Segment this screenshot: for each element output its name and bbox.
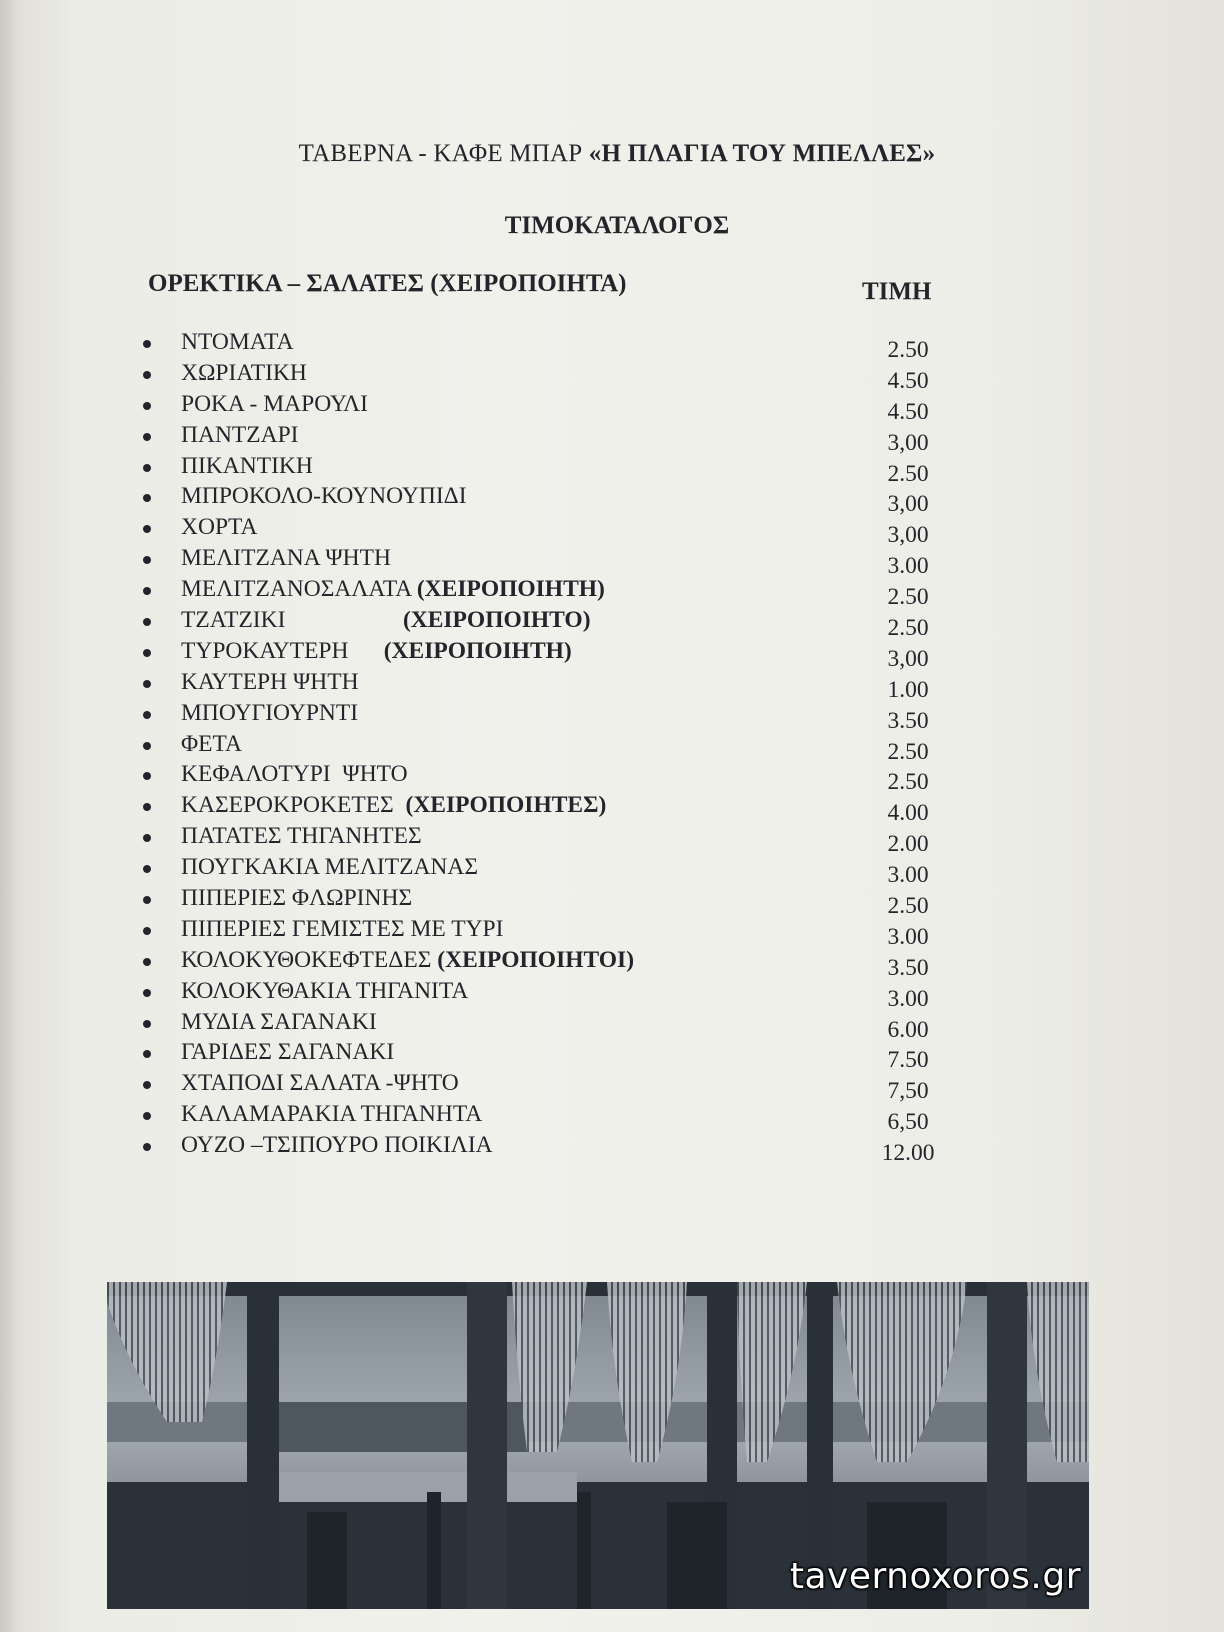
item-price: 7,50 xyxy=(887,1078,929,1105)
bullet-icon xyxy=(143,464,151,472)
menu-list xyxy=(143,327,943,1167)
item-name xyxy=(181,512,257,543)
menu-item xyxy=(143,605,943,642)
menu-item xyxy=(143,976,943,1012)
bullet-icon xyxy=(143,865,151,873)
item-name-text: ΜΥΔΙΑ ΣΑΓΑΝΑΚΙ xyxy=(181,1008,377,1035)
item-name xyxy=(181,729,242,760)
item-name-text: ΚΕΦΑΛΟΤΥΡΙ ΨΗΤΟ xyxy=(181,761,408,788)
item-name-text: ΠΑΤΑΤΕΣ ΤΗΓΑΝΗΤΕΣ xyxy=(181,823,422,850)
bullet-icon xyxy=(143,1081,151,1089)
item-name-text: ΠΙΚΑΝΤΙΚΗ xyxy=(181,452,313,479)
item-name-text: ΚΑΣΕΡΟΚΡΟΚΕΤΕΣ xyxy=(181,792,406,819)
taverna-photo xyxy=(107,1282,1089,1609)
item-price: 12.00 xyxy=(881,1140,935,1167)
bullet-icon xyxy=(143,742,151,750)
item-price: 2.50 xyxy=(887,769,929,796)
item-name xyxy=(181,1068,459,1099)
bullet-icon xyxy=(143,1050,151,1058)
item-price: 2.50 xyxy=(887,337,929,363)
item-name xyxy=(181,1007,377,1038)
item-price: 1.00 xyxy=(887,676,929,703)
item-name-text: ΜΕΛΙΤΖΑΝΟΣΑΛΑΤΑ xyxy=(181,576,417,603)
item-name xyxy=(181,574,605,605)
item-name xyxy=(181,883,412,914)
item-note: (ΧΕΙΡΟΠΟΙΗΤΗ) xyxy=(416,576,605,603)
bullet-icon xyxy=(143,371,151,379)
menu-item xyxy=(143,481,943,518)
item-name-text: ΧΟΡΤΑ xyxy=(181,514,258,541)
item-name xyxy=(181,821,422,852)
item-name xyxy=(181,1099,482,1130)
bullet-icon xyxy=(143,618,151,626)
item-price: 2.50 xyxy=(887,615,929,642)
bullet-icon xyxy=(143,772,151,780)
item-name xyxy=(181,420,299,451)
watermark-text: tavernoxoros.gr xyxy=(789,1556,1081,1597)
item-name-text: ΚΑΛΑΜΑΡΑΚΙΑ ΤΗΓΑΝΗΤΑ xyxy=(181,1101,483,1128)
item-name-text: ΜΠΡΟΚΟΛΟ-ΚΟΥΝΟΥΠΙΔΙ xyxy=(181,483,467,510)
paper-edge-shadow xyxy=(0,0,18,1632)
header-prefix: ΤΑΒΕΡΝΑ - ΚΑΦΕ ΜΠΑΡ xyxy=(298,140,589,167)
bullet-icon xyxy=(143,927,151,935)
menu-item xyxy=(143,667,943,703)
menu-item xyxy=(143,1068,943,1105)
item-name xyxy=(181,327,294,358)
menu-item xyxy=(143,358,943,394)
item-name-text: ΚΟΛΟΚΥΘΑΚΙΑ ΤΗΓΑΝΙΤΑ xyxy=(181,977,469,1004)
item-name-text: ΤΥΡΟΚΑΥΤΕΡΗ xyxy=(181,637,384,664)
item-note: (ΧΕΙΡΟΠΟΙΗΤΕΣ) xyxy=(405,792,607,819)
item-name xyxy=(181,698,358,729)
item-name-text: ΜΠΟΥΓΙΟΥΡΝΤΙ xyxy=(181,699,359,726)
item-price: 2.50 xyxy=(887,893,929,920)
item-name xyxy=(181,605,591,636)
item-name xyxy=(181,1130,493,1161)
item-price: 3.50 xyxy=(887,954,929,981)
item-name xyxy=(181,451,313,482)
bullet-icon xyxy=(143,340,151,348)
item-name xyxy=(181,667,359,698)
menu-item xyxy=(143,389,943,425)
bullet-icon xyxy=(143,649,151,657)
menu-item xyxy=(143,1099,943,1136)
item-price: 4.00 xyxy=(887,800,929,827)
item-price: 3,00 xyxy=(887,491,929,518)
item-name xyxy=(181,358,307,389)
item-price: 7.50 xyxy=(887,1047,929,1074)
item-name-text: ΦΕΤΑ xyxy=(181,730,242,757)
item-price: 3.00 xyxy=(887,985,929,1012)
item-price: 3,00 xyxy=(887,645,929,672)
section-title: ΟΡΕΚΤΙΚΑ – ΣΑΛΑΤΕΣ (ΧΕΙΡΟΠΟΙΗΤΑ) xyxy=(148,270,627,297)
restaurant-header xyxy=(0,140,1224,168)
item-note: (ΧΕΙΡΟΠΟΙΗΤΟ) xyxy=(402,607,591,634)
item-name xyxy=(181,945,634,976)
item-name-text: ΠΙΠΕΡΙΕΣ ΦΛΩΡΙΝΗΣ xyxy=(181,885,413,912)
item-price: 3,00 xyxy=(887,429,929,456)
bullet-icon xyxy=(143,433,151,441)
menu-item xyxy=(143,543,943,580)
item-name xyxy=(181,852,478,883)
item-name xyxy=(181,759,408,790)
item-name-text: ΠΑΝΤΖΑΡΙ xyxy=(181,421,299,448)
item-name-text: ΜΕΛΙΤΖΑΝΑ ΨΗΤΗ xyxy=(181,545,391,572)
item-name-text: ΠΙΠΕΡΙΕΣ ΓΕΜΙΣΤΕΣ ΜΕ ΤΥΡΙ xyxy=(181,915,504,942)
item-name-text: ΝΤΟΜΑΤΑ xyxy=(181,329,294,355)
item-name-text: ΠΟΥΓΚΑΚΙΑ ΜΕΛΙΤΖΑΝΑΣ xyxy=(181,854,479,881)
item-name-text: ΡΟΚΑ - ΜΑΡΟΥΛΙ xyxy=(181,390,368,417)
item-name xyxy=(181,1037,394,1068)
menu-item xyxy=(143,759,943,796)
bullet-icon xyxy=(143,803,151,811)
item-name-text: ΤΖΑΤΖΙΚΙ xyxy=(181,607,403,634)
menu-item xyxy=(143,327,943,363)
menu-item xyxy=(143,420,943,456)
menu-item xyxy=(143,451,943,487)
item-price: 3.00 xyxy=(887,923,929,950)
item-name xyxy=(181,636,572,667)
item-name xyxy=(181,389,368,420)
bullet-icon xyxy=(143,525,151,533)
menu-item xyxy=(143,729,943,765)
item-price: 3,00 xyxy=(887,522,929,549)
menu-item xyxy=(143,512,943,549)
bullet-icon xyxy=(143,1143,151,1151)
item-price: 6,50 xyxy=(887,1109,929,1136)
bullet-icon xyxy=(143,896,151,904)
item-price: 2.50 xyxy=(887,584,929,611)
item-name xyxy=(181,914,503,945)
bullet-icon xyxy=(143,1020,151,1028)
bullet-icon xyxy=(143,834,151,842)
bullet-icon xyxy=(143,587,151,595)
menu-item xyxy=(143,914,943,950)
item-price: 3.00 xyxy=(887,862,929,889)
menu-item xyxy=(143,1037,943,1074)
item-price: 3.00 xyxy=(887,553,929,580)
item-note: (ΧΕΙΡΟΠΟΙΗΤΟΙ) xyxy=(437,946,635,973)
item-name-text: ΚΟΛΟΚΥΘΟΚΕΦΤΕΔΕΣ xyxy=(181,946,438,973)
bullet-icon xyxy=(143,958,151,966)
bullet-icon xyxy=(143,494,151,502)
price-column-header: ΤΙΜΗ xyxy=(862,278,932,305)
menu-item xyxy=(143,883,943,920)
item-price: 2.00 xyxy=(887,831,929,858)
bullet-icon xyxy=(143,680,151,688)
item-name xyxy=(181,790,606,821)
bullet-icon xyxy=(143,711,151,719)
menu-item xyxy=(143,821,943,858)
item-name-text: ΟΥΖΟ –ΤΣΙΠΟΥΡΟ ΠΟΙΚΙΛΙΑ xyxy=(181,1132,493,1159)
menu-item xyxy=(143,790,943,827)
menu-item xyxy=(143,698,943,734)
menu-item xyxy=(143,945,943,981)
page-title: ΤΙΜΟΚΑΤΑΛΟΓΟΣ xyxy=(504,212,730,239)
item-note: (ΧΕΙΡΟΠΟΙΗΤΗ) xyxy=(383,637,572,664)
bullet-icon xyxy=(143,556,151,564)
item-name xyxy=(181,976,468,1007)
menu-item xyxy=(143,1130,943,1167)
bullet-icon xyxy=(143,402,151,410)
item-name xyxy=(181,481,467,512)
item-price: 3.50 xyxy=(887,707,929,734)
bullet-icon xyxy=(143,989,151,997)
menu-item xyxy=(143,636,943,672)
item-price: 4.50 xyxy=(887,367,929,394)
item-name xyxy=(181,543,391,574)
menu-item xyxy=(143,574,943,611)
restaurant-name: «Η ΠΛΑΓΙΑ ΤΟΥ ΜΠΕΛΛΕΣ» xyxy=(588,140,936,167)
item-price: 2.50 xyxy=(887,460,929,487)
item-name-text: ΚΑΥΤΕΡΗ ΨΗΤΗ xyxy=(181,668,359,695)
item-name-text: ΧΩΡΙΑΤΙΚΗ xyxy=(181,359,307,386)
item-price: 2.50 xyxy=(887,738,929,765)
menu-item xyxy=(143,1007,943,1043)
menu-item xyxy=(143,852,943,889)
item-price: 4.50 xyxy=(887,398,929,425)
item-name-text: ΧΤΑΠΟΔΙ ΣΑΛΑΤΑ -ΨΗΤΟ xyxy=(181,1070,459,1097)
item-name-text: ΓΑΡΙΔΕΣ ΣΑΓΑΝΑΚΙ xyxy=(181,1039,395,1066)
item-price: 6.00 xyxy=(887,1016,929,1043)
bullet-icon xyxy=(143,1112,151,1120)
